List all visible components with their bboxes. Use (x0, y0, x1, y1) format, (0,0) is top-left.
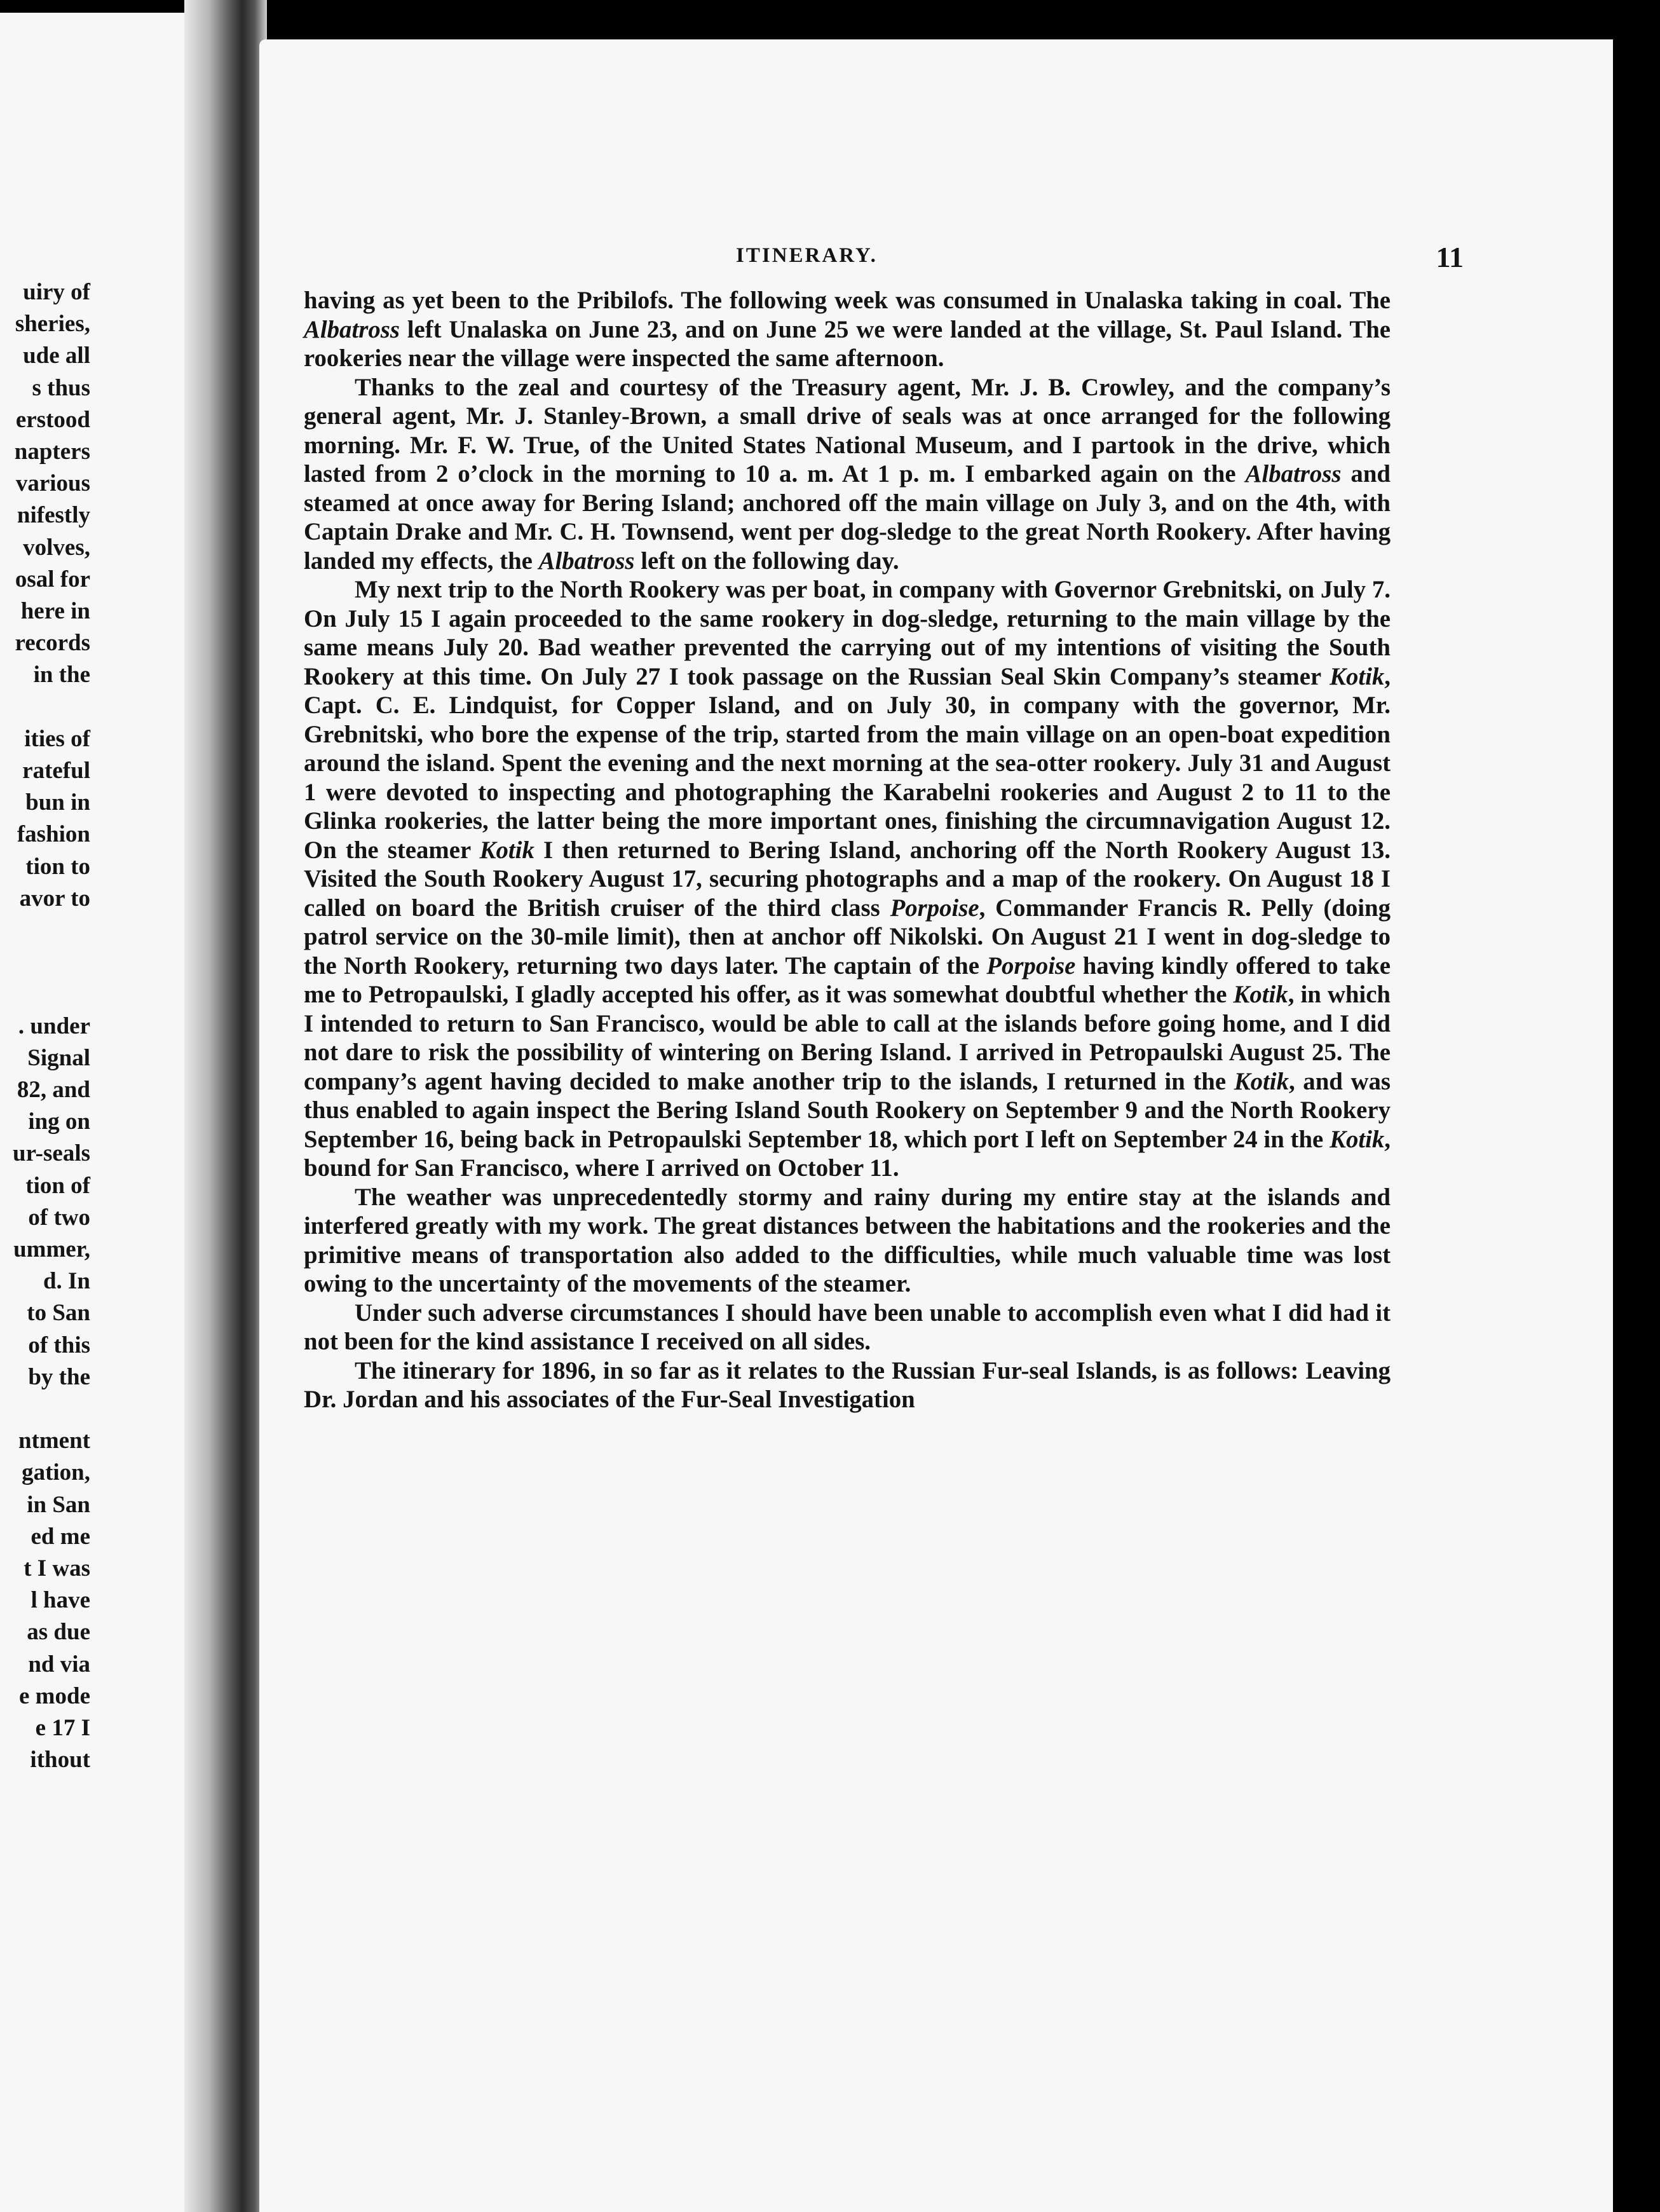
left-page-line: to San (27, 1300, 90, 1327)
ship-name: Albatross (304, 315, 400, 343)
body-text (304, 286, 1391, 1414)
text-run: My next trip to the North Rookery was per boat, in company with Governor Grebnitski, on July 7. On July 15 I again proceeded to the same rookery in dog-sledge, returning to the main village by the same means July 20. Bad weather prevented the carrying out of my intentions of visiting the South Rookery at this time. On July 27 I took passage on the Russian Seal Skin Company’s steamer (304, 576, 1391, 690)
left-page-line: osal for (15, 566, 90, 592)
left-page-line: s thus (32, 374, 90, 401)
left-page-line: records (15, 630, 90, 657)
book-binding-gutter (184, 0, 267, 2212)
left-page-line: erstood (15, 406, 90, 433)
left-page-line: . under (18, 1013, 90, 1039)
left-page-line: bun in (25, 789, 90, 816)
left-page-line: volves, (23, 534, 90, 561)
page-number: 11 (1436, 241, 1464, 273)
ship-name: Kotik (1330, 1125, 1385, 1153)
text-run: , Capt. C. E. Lindquist, for Copper Island, and on July 30, in company with the governor, Mr. Grebnitski, who bore the expense of the trip, started from the main village on an open-boat expedition around the island. Spent the evening and the next morning at the sea-otter rookery. July 31 and August 1 were devoted to inspecting and photographing the Karabelni rookeries and August 2 to 11 to the Glinka rookeries, the latter being the more important ones, finishing the circumnavigation August 12. On the steamer (304, 662, 1391, 864)
left-page-line: in San (27, 1491, 90, 1518)
left-page-line: l have (31, 1587, 90, 1614)
left-page-line: nifestly (17, 502, 90, 529)
left-page-line: rateful (22, 758, 90, 784)
left-page-line: sheries, (15, 311, 90, 338)
text-run: having kindly offered to take me to Petropaulski, I gladly accepted his offer, as it was somewhat doubtful whether the (304, 952, 1391, 1008)
left-page-line: ur-seals (13, 1140, 90, 1167)
left-page-line: 82, and (17, 1077, 90, 1103)
left-page-line: by the (28, 1363, 90, 1390)
left-page-line: of this (28, 1332, 90, 1358)
paragraph (304, 1299, 1391, 1356)
left-page-line: in the (33, 662, 90, 688)
ship-name: Kotik (1233, 981, 1288, 1008)
left-page-line: gation, (22, 1459, 90, 1486)
text-run: The weather was unprecedentedly stormy and rainy during my entire stay at the islands and interfered greatly with my work. The great distances between the habitations and the rookeries and the primitive means of transportation also added to the difficulties, while much valuable time was lost owing to the uncertainty of the movements of the steamer. (304, 1183, 1391, 1297)
left-page-line: t I was (24, 1555, 90, 1581)
left-page-line: as due (27, 1619, 90, 1646)
paragraph (304, 286, 1391, 373)
text-run: , in which I intended to return to San Francisco, would be able to call at the islands before going home, and I did not dare to risk the possibility of wintering on Bering Island. I arrived in Petropaulski August 25. The company’s agent having decided to make another trip to the islands, I returned in the (304, 981, 1391, 1095)
running-head-title: ITINERARY. (736, 244, 878, 267)
left-page-line: tion of (25, 1172, 90, 1199)
left-page-line: tion to (25, 853, 90, 880)
text-run: having as yet been to the Pribilofs. The following week was consumed in Unalaska taking in coal. The (304, 287, 1391, 314)
left-page-line: ntment (18, 1428, 90, 1454)
left-page-line: ude all (23, 343, 90, 369)
left-page-line: ities of (24, 725, 90, 752)
left-page-line: ing on (28, 1109, 90, 1135)
left-page-line: here in (20, 598, 90, 624)
text-run: left Unalaska on June 23, and on June 25 we were landed at the village, St. Paul Island. The rookeries near the village were inspected the same afternoon. (304, 315, 1391, 372)
left-page-line: of two (28, 1204, 90, 1231)
left-page-line: avor to (19, 885, 90, 911)
left-page-line: fashion (17, 821, 90, 848)
left-page-line: nd via (28, 1651, 90, 1677)
ship-name: Kotik (1234, 1067, 1289, 1095)
left-page-line: ithout (30, 1747, 90, 1773)
left-page-line: Signal (27, 1044, 90, 1071)
left-page-line: e 17 I (35, 1715, 90, 1741)
left-page-line: ummer, (13, 1236, 90, 1262)
left-page-line: e mode (19, 1683, 90, 1709)
text-run: , Commander Francis R. Pelly (doing patrol service on the 30-mile limit), then at anchor off Nikolski. On August 21 I went in dog-sledge to the North Rookery, returning two days later. The captain of the (304, 894, 1391, 980)
text-run: The itinerary for 1896, in so far as it relates to the Russian Fur-seal Islands, is as follows: Leaving Dr. Jordan and his associates of the Fur-Seal Investigation (304, 1356, 1391, 1413)
running-head (304, 241, 1464, 282)
text-run: , bound for San Francisco, where I arrived on October 11. (304, 1125, 1391, 1182)
left-page-line: various (15, 470, 90, 497)
text-run: I then returned to Bering Island, anchoring off the North Rookery August 13. Visited the South Rookery August 17, securing photographs and a map of the rookery. On August 18 I called on board the British cruiser of the third class (304, 836, 1391, 922)
left-facing-page (0, 13, 210, 2212)
ship-name: Porpoise (890, 894, 979, 922)
left-page-line: napters (14, 439, 90, 465)
text-run: , and was thus enabled to again inspect the Bering Island South Rookery on September 9 and the North Rookery September 16, being back in Petropaulski September 18, which port I left on September 24 in the (304, 1067, 1391, 1153)
paragraph (304, 1356, 1391, 1414)
paragraph (304, 1183, 1391, 1299)
ship-name: Kotik (1330, 662, 1385, 690)
text-run: Under such adverse circumstances I should have been unable to accomplish even what I did had it not been for the kind assistance I received on all sides. (304, 1299, 1391, 1355)
left-page-line: uiry of (23, 279, 90, 305)
right-page (259, 39, 1613, 2212)
ship-name: Albatross (1245, 460, 1342, 488)
ship-name: Albatross (538, 547, 635, 575)
paragraph (304, 575, 1391, 1183)
left-page-line: d. In (43, 1268, 90, 1295)
left-page-line: ed me (31, 1523, 90, 1550)
paragraph (304, 373, 1391, 576)
text-run: left on the following day. (634, 547, 899, 575)
text-run: Thanks to the zeal and courtesy of the Treasury agent, Mr. J. B. Crowley, and the company’s general agent, Mr. J. Stanley-Brown, a small drive of seals was at once arranged for the following morning. Mr. F. W. True, of the United States National Museum, and I partook in the drive, which lasted from 2 o’clock in the morning to 10 a. m. At 1 p. m. I embarked again on the (304, 373, 1391, 488)
ship-name: Kotik (479, 836, 534, 864)
ship-name: Porpoise (986, 952, 1076, 980)
text-run: and steamed at once away for Bering Island; anchored off the main village on July 3, and on the 4th, with Captain Drake and Mr. C. H. Townsend, went per dog-sledge to the great North Rookery. After having landed my effects, the (304, 460, 1391, 575)
